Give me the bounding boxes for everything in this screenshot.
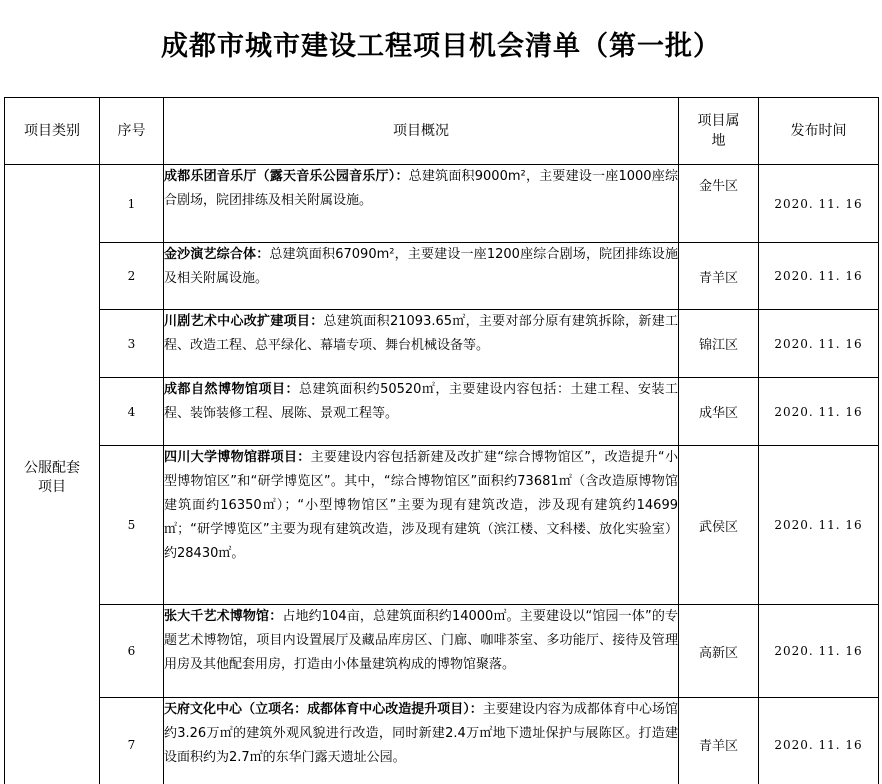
table-row (5, 446, 879, 605)
header-seq: 序号 (100, 98, 164, 165)
category-cell (5, 165, 100, 784)
district-cell: 青羊区 (679, 698, 759, 784)
overview-cell (164, 605, 679, 698)
table-row (5, 243, 879, 310)
project-detail: 占地约104亩，总建筑面积约14000㎡。主要建设以“馆园一体”的专题艺术博物馆，项目内设置展厅及藏品库房区、门廊、咖啡茶室、多功能厅、接待及管理用房及其他配套用房，打造由小体量建筑构成的博物馆聚落。 (164, 609, 678, 672)
opportunity-table (4, 97, 879, 784)
project-detail: 总建筑面积21093.65㎡，主要对部分原有建筑拆除，新建工程、改造工程、总平绿化、幕墙专项、舞台机械设备等。 (164, 314, 678, 353)
table-row (5, 310, 879, 378)
district-cell: 金牛区 (679, 165, 759, 243)
table-row (5, 165, 879, 243)
table-row (5, 698, 879, 784)
header-date: 发布时间 (759, 98, 879, 165)
project-name: 四川大学博物馆群项目： (164, 450, 311, 465)
date-cell: 2020. 11. 16 (759, 378, 879, 446)
project-name: 成都乐团音乐厅（露天音乐公园音乐厅）： (164, 169, 409, 184)
district-cell: 锦江区 (679, 310, 759, 378)
seq-cell: 5 (100, 446, 164, 605)
table-row (5, 605, 879, 698)
project-detail: 总建筑面积约50520㎡，主要建设内容包括：土建工程、安装工程、装饰装修工程、展陈、景观工程等。 (164, 382, 678, 421)
header-overview: 项目概况 (164, 98, 679, 165)
seq-cell: 6 (100, 605, 164, 698)
header-district (679, 98, 759, 165)
overview-cell (164, 698, 679, 784)
date-cell: 2020. 11. 16 (759, 446, 879, 605)
category-text: 公服配套项目 (24, 460, 80, 495)
seq-cell: 4 (100, 378, 164, 446)
seq-cell: 1 (100, 165, 164, 243)
overview-cell (164, 310, 679, 378)
district-cell: 成华区 (679, 378, 759, 446)
project-detail: 总建筑面积67090m²，主要建设一座1200座综合剧场，院团排练设施及相关附属设施。 (164, 247, 678, 286)
district-cell: 武侯区 (679, 446, 759, 605)
overview-cell (164, 243, 679, 310)
project-name: 金沙演艺综合体： (164, 247, 270, 262)
header-district-text: 项目属地 (697, 113, 740, 149)
project-name: 川剧艺术中心改扩建项目： (164, 314, 324, 329)
project-name: 成都自然博物馆项目： (164, 382, 300, 397)
project-detail: 主要建设内容为成都体育中心场馆约3.26万㎡的建筑外观风貌进行改造，同时新建2.4万㎡地下遗址保护与展陈区。打造建设面积约为2.7㎡的东华门露天遗址公园。 (164, 702, 678, 765)
project-name: 天府文化中心（立项名：成都体育中心改造提升项目）： (164, 702, 483, 717)
seq-cell: 2 (100, 243, 164, 310)
seq-cell: 3 (100, 310, 164, 378)
date-cell: 2020. 11. 16 (759, 605, 879, 698)
project-detail: 总建筑面积9000m²，主要建设一座1000座综合剧场，院团排练及相关附属设施。 (164, 169, 678, 208)
date-cell: 2020. 11. 16 (759, 698, 879, 784)
district-cell: 高新区 (679, 605, 759, 698)
date-cell: 2020. 11. 16 (759, 310, 879, 378)
seq-cell: 7 (100, 698, 164, 784)
table-row (5, 378, 879, 446)
date-cell: 2020. 11. 16 (759, 165, 879, 243)
document-title: 成都市城市建设工程项目机会清单（第一批） (161, 31, 721, 62)
district-cell: 青羊区 (679, 243, 759, 310)
project-name: 张大千艺术博物馆： (164, 609, 283, 624)
overview-cell (164, 378, 679, 446)
date-cell: 2020. 11. 16 (759, 243, 879, 310)
table-header-row (5, 98, 879, 165)
overview-cell (164, 446, 679, 605)
overview-cell (164, 165, 679, 243)
header-category: 项目类别 (5, 98, 100, 165)
project-detail: 主要建设内容包括新建及改扩建“综合博物馆区”，改造提升“小型博物馆区”和“研学博览区”。其中，“综合博物馆区”面积约73681㎡（含改造原博物馆建筑面约16350㎡）；“小型博物馆区”主要为现有建筑改造，涉及现有建筑约14699㎡；“研学博览区”主要为现有建筑改造，涉及现有建筑（滨江楼、文科楼、放化实验室）约28430㎡。 (164, 450, 678, 561)
